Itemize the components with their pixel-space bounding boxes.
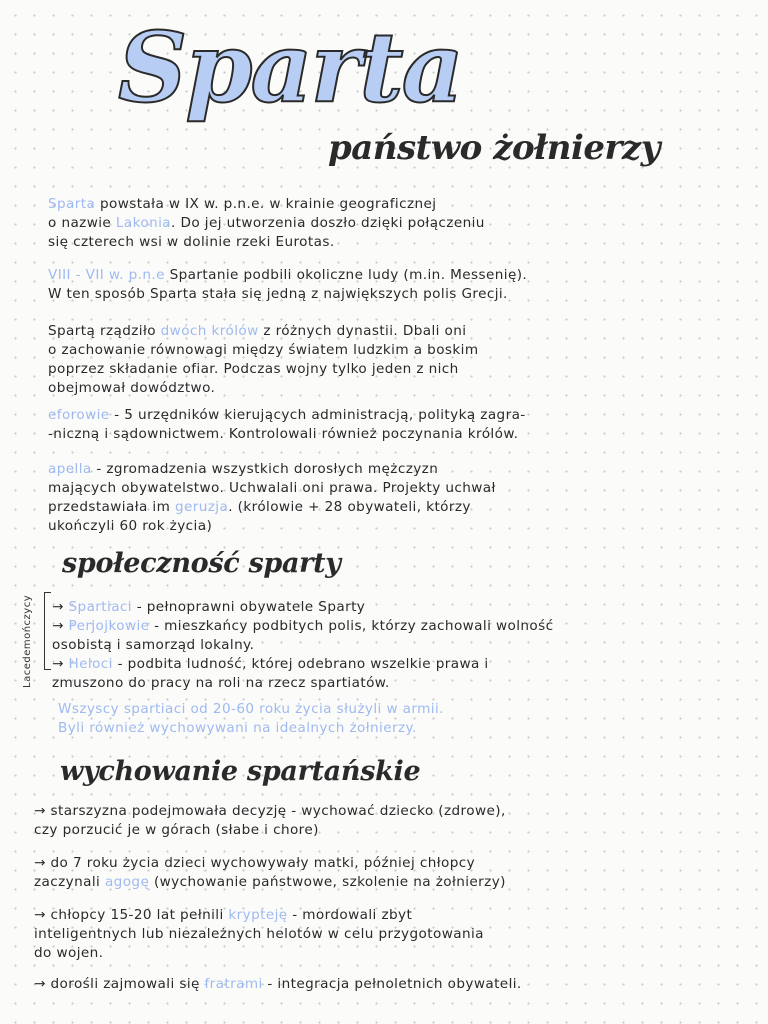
p5-line: [48, 479, 496, 498]
kings-paragraph: [48, 322, 478, 398]
text-segment: . Do jej utworzenia doszło dzięki połączeniu: [171, 215, 485, 231]
p5-line: [48, 498, 496, 517]
text-segment: czy porzucić je w górach (słabe i chore): [34, 822, 319, 838]
text-segment: -niczną i sądownictwem. Kontrolowali również poczynania królów.: [48, 426, 519, 442]
p3-line: [48, 360, 478, 379]
conquest-paragraph: [48, 266, 527, 304]
page-subtitle: państwo żołnierzy: [328, 128, 660, 168]
text-segment: - pełnoprawni obywatele Sparty: [131, 599, 366, 615]
education-item-2: [34, 854, 506, 892]
highlighted-term: Lakonia: [115, 215, 172, 231]
p3-line: [48, 341, 478, 360]
highlighted-term: Heloci: [68, 656, 113, 672]
e2-line: [34, 873, 506, 892]
page-title: Sparta: [118, 11, 462, 124]
text-segment: →: [52, 618, 69, 634]
e1-line: [34, 821, 506, 840]
p4-line: [48, 406, 526, 425]
text-segment: → do 7 roku życia dzieci wychowywały matki, później chłopcy: [34, 855, 476, 871]
education-item-4: [34, 975, 522, 994]
highlighted-term: agogę: [104, 874, 150, 890]
society-line: [52, 598, 553, 617]
society-line: [52, 617, 553, 636]
text-segment: - 5 urzędników kierujących administracją, polityką zagra-: [109, 407, 526, 423]
e3-line: [34, 906, 484, 925]
apella-paragraph: [48, 460, 496, 536]
p4-line: [48, 425, 526, 444]
society-line: [52, 674, 553, 693]
army-note: [58, 700, 444, 738]
text-segment: zaczynali: [34, 874, 105, 890]
note-line: [58, 700, 444, 719]
highlighted-term: eforowie: [48, 407, 110, 423]
highlighted-term: krypteję: [228, 907, 288, 923]
text-segment: z różnych dynastii. Dbali oni: [258, 323, 467, 339]
text-segment: . (królowie + 28 obywateli, którzy: [228, 499, 471, 515]
text-segment: - mieszkańcy podbitych polis, którzy zachowali wolność: [149, 618, 554, 634]
text-segment: - zgromadzenia wszystkich dorosłych mężczyzn: [91, 461, 439, 477]
text-segment: → starszyzna podejmowała decyzję - wychować dziecko (zdrowe),: [34, 803, 506, 819]
text-segment: powstała w IX w. p.n.e. w krainie geograficznej: [95, 196, 437, 212]
text-segment: inteligentnych lub niezależnych helotów w celu przygotowania: [34, 926, 484, 942]
note-line: [58, 719, 444, 738]
ephors-paragraph: [48, 406, 526, 444]
p2-line: [48, 266, 527, 285]
intro-line: [48, 214, 485, 233]
text-segment: zmuszono do pracy na roli na rzecz spartiatów.: [52, 675, 390, 691]
highlighted-term: fratrami: [204, 976, 263, 992]
text-segment: →: [52, 656, 69, 672]
education-heading: wychowanie spartańskie: [60, 756, 421, 787]
bracket-divider: [44, 592, 51, 670]
e2-line: [34, 854, 506, 873]
p3-line: [48, 379, 478, 398]
p5-line: [48, 517, 496, 536]
society-heading: społeczność sparty: [62, 548, 341, 579]
p2-line: [48, 285, 527, 304]
highlighted-term: geruzja: [174, 499, 229, 515]
text-segment: W ten sposób Sparta stała się jedną z największych polis Grecji.: [48, 286, 508, 302]
intro-line: [48, 195, 485, 214]
text-segment: - mordowali zbyt: [287, 907, 413, 923]
highlighted-term: Perjojkowie: [68, 618, 150, 634]
p5-line: [48, 460, 496, 479]
text-segment: o zachowanie równowagi między światem ludzkim a boskim: [48, 342, 479, 358]
text-segment: Spartą rządziło: [48, 323, 161, 339]
society-line: [52, 655, 553, 674]
text-segment: osobistą i samorząd lokalny.: [52, 637, 255, 653]
text-segment: poprzez składanie ofiar. Podczas wojny tylko jeden z nich: [48, 361, 459, 377]
intro-line: [48, 233, 485, 252]
society-list: [52, 598, 553, 693]
text-segment: → dorośli zajmowali się: [34, 976, 205, 992]
text-segment: przedstawiała im: [48, 499, 175, 515]
text-segment: Spartanie podbili okoliczne ludy (m.in. Messenię).: [164, 267, 528, 283]
highlighted-term: apella: [48, 461, 92, 477]
text-segment: ukończyli 60 rok życia): [48, 518, 213, 534]
text-segment: o nazwie: [48, 215, 116, 231]
highlighted-term: dwóch królów: [160, 323, 259, 339]
text-segment: - podbita ludność, której odebrano wszelkie prawa i: [112, 656, 489, 672]
text-segment: obejmował dowództwo.: [48, 380, 216, 396]
e3-line: [34, 925, 484, 944]
e3-line: [34, 944, 484, 963]
highlighted-term: Byli również wychowywani na idealnych żołnierzy.: [58, 720, 417, 736]
p3-line: [48, 322, 478, 341]
highlighted-term: Sparta: [48, 196, 96, 212]
text-segment: do wojen.: [34, 945, 104, 961]
e4-line: [34, 975, 522, 994]
highlighted-term: Wszyscy spartiaci od 20-60 roku życia służyli w armii.: [58, 701, 444, 717]
text-segment: - integracja pełnoletnich obywateli.: [262, 976, 522, 992]
highlighted-term: VIII - VII w. p.n.e: [48, 267, 165, 283]
text-segment: mających obywatelstwo. Uchwalali oni prawa. Projekty uchwał: [48, 480, 496, 496]
text-segment: → chłopcy 15-20 lat pełnili: [34, 907, 229, 923]
highlighted-term: Spartiaci: [68, 599, 132, 615]
text-segment: →: [52, 599, 69, 615]
e1-line: [34, 802, 506, 821]
text-segment: (wychowanie państwowe, szkolenie na żołnierzy): [149, 874, 506, 890]
side-label: Lacedemończycy: [22, 594, 33, 688]
intro-paragraph: [48, 195, 485, 252]
education-item-1: [34, 802, 506, 840]
education-item-3: [34, 906, 484, 963]
text-segment: się czterech wsi w dolinie rzeki Eurotas.: [48, 234, 335, 250]
society-line: [52, 636, 553, 655]
